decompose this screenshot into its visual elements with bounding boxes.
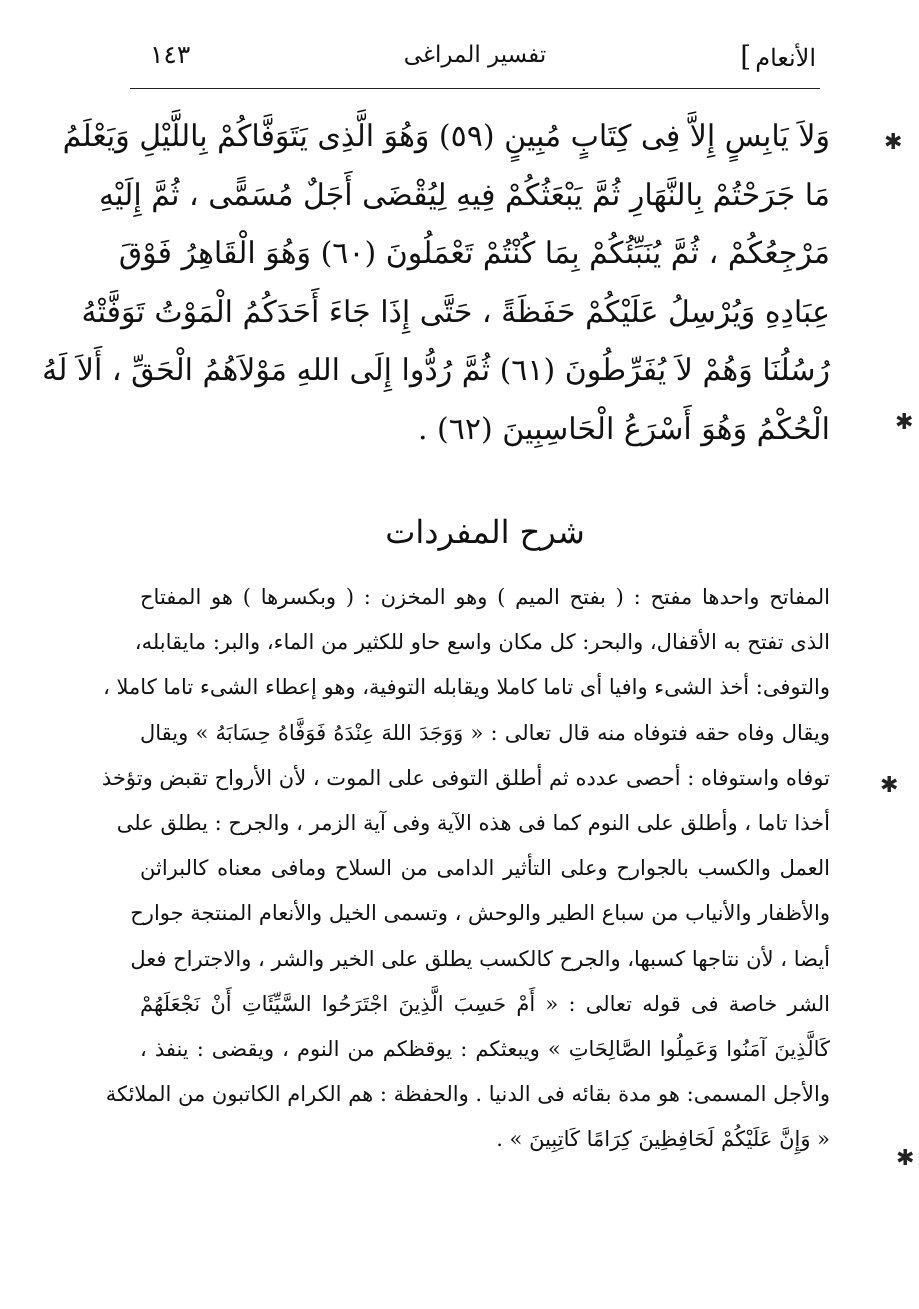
text-line: العمل والكسب بالجوارح وعلى التأثير الدامى من السلاح ومافى معناه كالبراثن bbox=[140, 856, 830, 881]
text-line: توفاه واستوفاه : أحصى عدده ثم أطلق التوفى على الموت ، لأن الأرواح تقبض وتؤخذ bbox=[101, 765, 830, 790]
verse-line: عِبَادِهِ وَيُرْسِلُ عَلَيْكُمْ حَفَظَةً ، حَتَّى إِذَا جَاءَ أَحَدَكُمُ الْمَوْتُ تَوَفَّتْهُ bbox=[81, 294, 830, 330]
text-line: ويقال وفاه حقه فتوفاه منه قال تعالى : « وَوَجَدَ اللهَ عِنْدَهُ فَوَفَّاهُ حِسَابَهُ » ويقال bbox=[140, 720, 830, 745]
text-line: أيضا ، لأن نتاجها كسبها، والجرح كالكسب يطلق على الخير والشر ، والاجتراح فعل bbox=[130, 946, 830, 971]
margin-star-icon: ✱ bbox=[896, 1146, 915, 1171]
text-line: « وَإِنَّ عَلَيْكُمْ لَحَافِظِينَ كِرَامًا كَاتِبِينَ » . bbox=[496, 1127, 830, 1152]
surah-name: الأنعام] bbox=[740, 40, 816, 73]
margin-star-icon: ✱ bbox=[895, 410, 914, 435]
header-rule bbox=[130, 88, 820, 89]
verse-line: مَرْجِعُكُمْ ، ثُمَّ يُنَبِّئُكُمْ بِمَا كُنْتُمْ تَعْمَلُونَ (٦٠) وَهُوَ الْقَاهِرُ فَوْقَ bbox=[118, 236, 830, 271]
section-title: شرح المفردات bbox=[385, 513, 585, 551]
text-line: الشر خاصة فى قوله تعالى : « أَمْ حَسِبَ الَّذِينَ اجْتَرَحُوا السَّيِّئَاتِ أَنْ نَجْعَلَهُمْ bbox=[140, 991, 830, 1016]
text-line: المفاتح واحدها مفتح : ( بفتح الميم ) وهو المخزن : ( وبكسرها ) هو المفتاح bbox=[140, 585, 830, 609]
verse-line: الْحُكْمُ وَهُوَ أَسْرَعُ الْحَاسِبِينَ (٦٢) . bbox=[417, 411, 830, 447]
margin-star-icon: ✱ bbox=[884, 130, 903, 155]
book-title: تفسير المراغى bbox=[403, 42, 547, 68]
margin-star-icon: ✱ bbox=[880, 773, 899, 798]
verse-line: مَا جَرَحْتُمْ بِالنَّهَارِ ثُمَّ يَبْعَثُكُمْ فِيهِ لِيُقْضَى أَجَلٌ مُسَمًّى ، ثُمَّ إِلَيْهِ bbox=[99, 177, 830, 213]
header-bracket: ] bbox=[740, 40, 752, 73]
quran-verses bbox=[42, 108, 830, 459]
verse-line: رُسُلُنَا وَهُمْ لاَ يُفَرِّطُونَ (٦١) ثُمَّ رُدُّوا إِلَى اللهِ مَوْلاَهُمُ الْحَقِّ ، أَلاَ لَهُ bbox=[42, 353, 830, 388]
text-line: الذى تفتح به الأقفال، والبحر: كل مكان واسع حاو للكثير من الماء، والبر: مايقابله، bbox=[134, 630, 830, 655]
running-header bbox=[130, 36, 820, 88]
page-number: ١٤٣ bbox=[150, 40, 191, 69]
verse-line: وَلاَ يَابِسٍ إِلاَّ فِى كِتَابٍ مُبِينٍ (٥٩) وَهُوَ الَّذِى يَتَوَفَّاكُمْ بِاللَّيْلِ وَيَعْلَمُ bbox=[62, 119, 830, 154]
text-line: والأظفار والأنياب من سباع الطير والوحش ، وتسمى الخيل والأنعام المنتجة جوارح bbox=[130, 901, 830, 926]
text-line: كَالَّذِينَ آمَنُوا وَعَمِلُوا الصَّالِحَاتِ » ويبعثكم : يوقظكم من النوم ، ويقضى : ينفذ ، bbox=[140, 1036, 830, 1061]
commentary-text bbox=[101, 575, 830, 1162]
text-line: والأجل المسمى: هو مدة بقائه فى الدنيا . والحفظة : هم الكرام الكاتبون من الملائكة bbox=[105, 1082, 830, 1107]
text-line: والتوفى: أخذ الشىء وافيا أى تاما كاملا ويقابله التوفية، وهو إعطاء الشىء تاما كاملا ، bbox=[103, 675, 830, 700]
text-line: أخذا تاما ، وأطلق على النوم كما فى هذه الآية وفى آية الزمر ، والجرح : يطلق على bbox=[116, 810, 830, 835]
